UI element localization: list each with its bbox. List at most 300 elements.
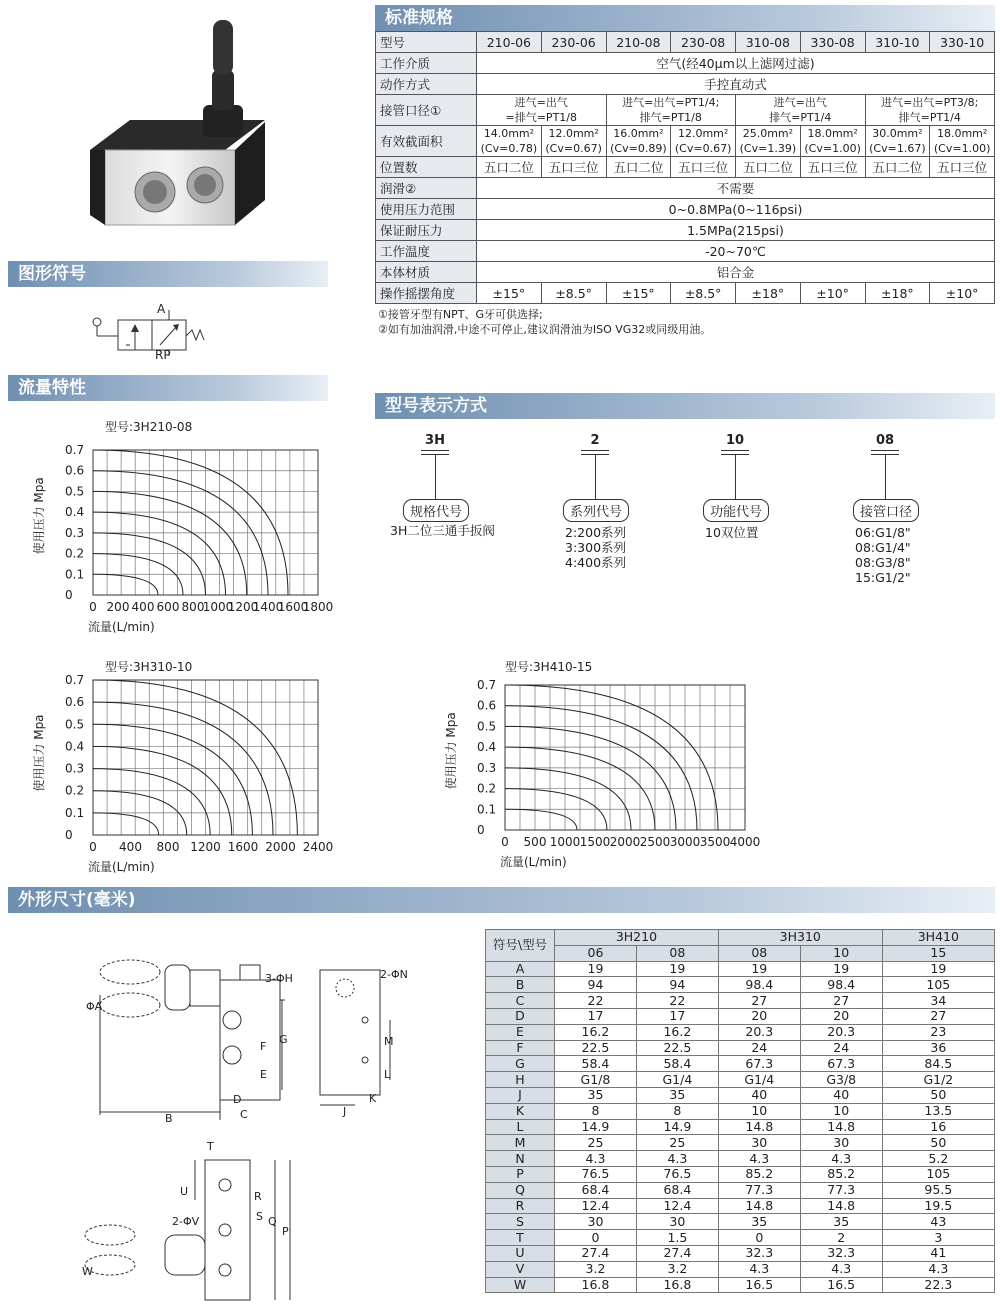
spec-value: 五口三位 — [930, 157, 995, 178]
dim-row — [486, 1135, 995, 1151]
dim-value: 4.3 — [800, 1261, 882, 1277]
chart-title: 型号:3H310-10 — [105, 660, 193, 674]
spec-value: 五口三位 — [671, 157, 736, 178]
flow-curve — [505, 726, 676, 830]
flow-curve — [93, 769, 210, 835]
dim-label-d: D — [233, 1093, 242, 1106]
spec-row — [376, 262, 995, 283]
spec-value: 五口三位 — [800, 157, 865, 178]
y-axis-label: 使用压力 Mpa — [32, 477, 46, 555]
spec-value: 进气=出气 排气=PT1/4 — [736, 95, 866, 126]
spec-row-label: 保证耐压力 — [376, 220, 477, 241]
dim-size: 06 — [555, 945, 637, 961]
flow-curve — [93, 491, 247, 595]
x-tick-label: 2400 — [302, 840, 334, 854]
dim-value: 16.2 — [636, 1024, 718, 1040]
dim-value: 4.3 — [555, 1151, 637, 1167]
dim-value: 50 — [882, 1135, 994, 1151]
x-tick-label: 1200 — [227, 600, 259, 614]
dim-row — [486, 1261, 995, 1277]
dim-value: 67.3 — [718, 1056, 800, 1072]
y-tick-label: 0.7 — [65, 443, 85, 457]
spec-note: ①接管牙型有NPT、G牙可供选择; — [378, 308, 543, 321]
dim-value: 27 — [800, 993, 882, 1009]
dim-value: 68.4 — [636, 1182, 718, 1198]
dim-value: 32.3 — [718, 1245, 800, 1261]
spec-value: 进气=出气=PT1/4; 排气=PT1/8 — [606, 95, 736, 126]
spec-value: ±10° — [800, 283, 865, 304]
spec-value: 12.0mm² (Cv=0.67) — [541, 126, 606, 157]
y-tick-label: 0.4 — [477, 740, 497, 755]
ordering-desc: 2:200系列 3:300系列 4:400系列 — [565, 525, 627, 570]
spec-row-label: 接管口径① — [376, 95, 477, 126]
section-ordering-header: 型号表示方式 — [375, 393, 995, 419]
dim-label-a: ΦA — [86, 1000, 103, 1013]
dim-value: 43 — [882, 1214, 994, 1230]
dim-value: 14.9 — [636, 1119, 718, 1135]
spec-header-row — [376, 32, 995, 53]
dim-row — [486, 1277, 995, 1293]
dim-value: 12.4 — [636, 1198, 718, 1214]
ordering-code: 2 — [590, 433, 600, 448]
dim-value: 16.2 — [555, 1024, 637, 1040]
dim-value: 98.4 — [800, 977, 882, 993]
spec-row — [376, 199, 995, 220]
spec-row — [376, 220, 995, 241]
y-tick-label: 0.4 — [65, 505, 85, 520]
y-tick-label: 0.1 — [477, 802, 497, 817]
dim-label-q: Q — [268, 1215, 277, 1228]
spec-row-label: 本体材质 — [376, 262, 477, 283]
y-tick-label: 0.5 — [65, 717, 85, 732]
dim-value: 105 — [882, 977, 994, 993]
dim-value: 22.5 — [555, 1040, 637, 1056]
dim-value: 22 — [636, 993, 718, 1009]
dim-label-k: K — [369, 1092, 377, 1105]
spec-row-label: 有效截面积 — [376, 126, 477, 157]
spec-table — [375, 31, 995, 304]
dim-value: 35 — [555, 1087, 637, 1103]
dim-symbol: D — [486, 1008, 555, 1024]
dim-size-row — [486, 945, 995, 961]
dim-value: 22 — [555, 993, 637, 1009]
dim-value: 34 — [882, 993, 994, 1009]
dim-row — [486, 1214, 995, 1230]
spec-value: ±10° — [930, 283, 995, 304]
dim-value: 4.3 — [636, 1151, 718, 1167]
spec-row — [376, 95, 995, 126]
y-tick-label: 0.5 — [477, 719, 497, 734]
dim-row — [486, 1166, 995, 1182]
dim-value: 10 — [718, 1103, 800, 1119]
y-tick-label: 0.6 — [65, 463, 85, 478]
x-axis-label: 流量(L/min) — [88, 860, 155, 874]
dim-value: 77.3 — [800, 1182, 882, 1198]
dim-value: 16.5 — [718, 1277, 800, 1293]
x-tick-label: 2500 — [639, 835, 671, 849]
x-tick-label: 800 — [181, 600, 205, 614]
dim-group: 3H310 — [718, 930, 882, 946]
dim-label-b: B — [165, 1112, 173, 1125]
symbol-label-a: A — [157, 302, 166, 316]
spec-row — [376, 178, 995, 199]
spec-value: 18.0mm² (Cv=1.00) — [930, 126, 995, 157]
spec-value: 五口二位 — [477, 157, 542, 178]
spec-value: 五口二位 — [736, 157, 801, 178]
ordering-desc: 3H二位三通手扳阀 — [390, 523, 495, 538]
dim-symbol: P — [486, 1166, 555, 1182]
flow-chart-3h310-10 — [30, 655, 334, 880]
dim-value: 20 — [718, 1008, 800, 1024]
spec-value: 0~0.8MPa(0~116psi) — [477, 199, 995, 220]
dim-row — [486, 1040, 995, 1056]
spec-value: ±18° — [736, 283, 801, 304]
y-tick-label: 0.1 — [65, 805, 85, 820]
x-tick-label: 600 — [156, 600, 180, 614]
dimension-table — [485, 929, 995, 1293]
dim-label-f: F — [260, 1040, 267, 1053]
dim-value: 16.8 — [555, 1277, 637, 1293]
dim-value: 25 — [555, 1135, 637, 1151]
ordering-desc: 10双位置 — [705, 525, 759, 540]
dim-value: 0 — [555, 1230, 637, 1246]
dim-value: 8 — [555, 1103, 637, 1119]
y-tick-label: 0.3 — [65, 761, 85, 776]
ordering-label: 系列代号 — [563, 499, 629, 522]
dim-symbol: F — [486, 1040, 555, 1056]
y-tick-label: 0 — [65, 588, 73, 602]
dim-symbol: C — [486, 993, 555, 1009]
x-tick-label: 2000 — [609, 835, 641, 849]
dim-value: 85.2 — [718, 1166, 800, 1182]
section-dimensions-header: 外形尺寸(毫米) — [8, 887, 995, 913]
dim-row — [486, 1151, 995, 1167]
dim-value: 19 — [555, 961, 637, 977]
spec-value: 空气(经40μm以上滤网过滤) — [477, 53, 995, 74]
dim-value: 14.8 — [800, 1198, 882, 1214]
ordering-code: 10 — [725, 433, 745, 448]
dim-value: 2 — [800, 1230, 882, 1246]
dim-value: 98.4 — [718, 977, 800, 993]
dim-value: 58.4 — [555, 1056, 637, 1072]
dim-value: 40 — [718, 1087, 800, 1103]
dim-label-c: C — [240, 1108, 248, 1121]
spec-value: 不需要 — [477, 178, 995, 199]
dim-value: 30 — [718, 1135, 800, 1151]
dim-value: 76.5 — [636, 1166, 718, 1182]
dim-value: 40 — [800, 1087, 882, 1103]
dim-label-l: L — [384, 1068, 391, 1081]
dim-symbol: V — [486, 1261, 555, 1277]
x-tick-label: 2000 — [265, 840, 296, 854]
dim-value: 32.3 — [800, 1245, 882, 1261]
dim-symbol: U — [486, 1245, 555, 1261]
dim-value: 16 — [882, 1119, 994, 1135]
section-spec-header: 标准规格 — [375, 5, 995, 31]
dim-value: 68.4 — [555, 1182, 637, 1198]
spec-row — [376, 74, 995, 95]
model-330-08: 330-08 — [800, 32, 865, 53]
dim-value: 22.3 — [882, 1277, 994, 1293]
dim-label-v: 2-ΦV — [172, 1215, 200, 1228]
dim-symbol: W — [486, 1277, 555, 1293]
dim-row — [486, 1087, 995, 1103]
dim-value: 67.3 — [800, 1056, 882, 1072]
section-flow-header: 流量特性 — [8, 375, 328, 401]
dim-value: G1/2 — [882, 1072, 994, 1088]
dim-label-s: S — [256, 1210, 263, 1223]
x-tick-label: 1800 — [302, 600, 334, 614]
dim-label-n: 2-ΦN — [380, 968, 408, 981]
dim-value: 4.3 — [718, 1151, 800, 1167]
dim-row — [486, 1119, 995, 1135]
ordering-connector — [595, 454, 596, 499]
ordering-connector — [735, 454, 736, 499]
dim-value: 41 — [882, 1245, 994, 1261]
dim-group: 3H210 — [555, 930, 719, 946]
dim-value: 30 — [636, 1214, 718, 1230]
dim-label-u: U — [180, 1185, 189, 1198]
dim-value: 20.3 — [718, 1024, 800, 1040]
spec-row-label: 润滑② — [376, 178, 477, 199]
dim-value: 36 — [882, 1040, 994, 1056]
dim-label-r: R — [254, 1190, 262, 1203]
x-tick-label: 1000 — [549, 835, 581, 849]
spec-value: ±8.5° — [541, 283, 606, 304]
spec-row — [376, 283, 995, 304]
model-230-06: 230-06 — [541, 32, 606, 53]
flow-curve — [505, 768, 631, 830]
dim-value: 16.5 — [800, 1277, 882, 1293]
dim-row — [486, 1103, 995, 1119]
dim-row — [486, 1182, 995, 1198]
dim-row — [486, 1024, 995, 1040]
y-tick-label: 0.2 — [65, 783, 85, 798]
y-axis-label: 使用压力 Mpa — [32, 714, 46, 792]
dim-group: 3H410 — [882, 930, 994, 946]
dim-symbol: B — [486, 977, 555, 993]
dim-row — [486, 977, 995, 993]
dim-size: 08 — [718, 945, 800, 961]
x-axis-label: 流量(L/min) — [88, 620, 155, 634]
flow-curve — [93, 574, 158, 595]
dim-row — [486, 1008, 995, 1024]
dim-value: 27.4 — [555, 1245, 637, 1261]
dim-label-e: E — [260, 1068, 267, 1081]
dim-value: 77.3 — [718, 1182, 800, 1198]
dim-value: G1/8 — [555, 1072, 637, 1088]
dim-value: 8 — [636, 1103, 718, 1119]
spec-value: ±8.5° — [671, 283, 736, 304]
dim-size: 15 — [882, 945, 994, 961]
spec-value: 进气=出气 =排气=PT1/8 — [477, 95, 607, 126]
dim-value: 20 — [800, 1008, 882, 1024]
x-axis-label: 流量(L/min) — [500, 855, 567, 869]
dim-row — [486, 993, 995, 1009]
x-tick-label: 1200 — [190, 840, 221, 854]
spec-value: 25.0mm² (Cv=1.39) — [736, 126, 801, 157]
dim-size: 10 — [800, 945, 882, 961]
dim-value: 85.2 — [800, 1166, 882, 1182]
ordering-desc: 06:G1/8" 08:G1/4" 08:G3/8" 15:G1/2" — [855, 525, 911, 585]
y-tick-label: 0.2 — [65, 546, 85, 561]
y-tick-label: 0 — [477, 823, 485, 837]
ordering-label: 接管口径 — [853, 499, 919, 522]
x-tick-label: 4000 — [729, 835, 761, 849]
y-tick-label: 0.7 — [65, 673, 85, 687]
dim-symbol: M — [486, 1135, 555, 1151]
y-tick-label: 0 — [65, 828, 73, 842]
spec-value: ±18° — [865, 283, 930, 304]
y-axis-label: 使用压力 Mpa — [444, 712, 458, 790]
dim-symbol: S — [486, 1214, 555, 1230]
y-tick-label: 0.3 — [65, 525, 85, 540]
ordering-code: 08 — [875, 433, 895, 448]
spec-row-label: 工作介质 — [376, 53, 477, 74]
dim-value: G1/4 — [636, 1072, 718, 1088]
model-330-10: 330-10 — [930, 32, 995, 53]
dim-value: 84.5 — [882, 1056, 994, 1072]
ordering-code: 3H — [425, 433, 445, 448]
section-symbol-header: 图形符号 — [8, 261, 328, 287]
spec-value: ±15° — [606, 283, 671, 304]
spec-row-label: 动作方式 — [376, 74, 477, 95]
spec-value: 30.0mm² (Cv=1.67) — [865, 126, 930, 157]
dim-label-m: M — [384, 1035, 394, 1048]
dim-value: 3.2 — [636, 1261, 718, 1277]
dim-value: 24 — [800, 1040, 882, 1056]
spec-value: 14.0mm² (Cv=0.78) — [477, 126, 542, 157]
y-tick-label: 0.6 — [477, 698, 497, 713]
dim-value: 35 — [800, 1214, 882, 1230]
spec-value: ±15° — [477, 283, 542, 304]
dim-value: 13.5 — [882, 1103, 994, 1119]
spec-row — [376, 126, 995, 157]
dim-value: 3.2 — [555, 1261, 637, 1277]
dim-symbol: L — [486, 1119, 555, 1135]
spec-value: 五口二位 — [865, 157, 930, 178]
dim-value: 27.4 — [636, 1245, 718, 1261]
dim-value: 58.4 — [636, 1056, 718, 1072]
spec-note: ②如有加油润滑,中途不可停止,建议润滑油为ISO VG32或同级用油。 — [378, 323, 712, 336]
spec-value: 五口二位 — [606, 157, 671, 178]
dim-label-j: J — [343, 1105, 347, 1118]
dim-value: 25 — [636, 1135, 718, 1151]
model-310-08: 310-08 — [736, 32, 801, 53]
dim-value: 16.8 — [636, 1277, 718, 1293]
spec-value: 12.0mm² (Cv=0.67) — [671, 126, 736, 157]
x-tick-label: 500 — [523, 835, 547, 849]
dim-symbol: N — [486, 1151, 555, 1167]
y-tick-label: 0.5 — [65, 484, 85, 499]
dim-symbol: T — [486, 1230, 555, 1246]
dim-value: 94 — [555, 977, 637, 993]
spec-value: 进气=出气=PT3/8; 排气=PT1/4 — [865, 95, 995, 126]
y-tick-label: 0.1 — [65, 567, 85, 582]
ordering-label: 功能代号 — [703, 499, 769, 522]
dim-value: 14.8 — [718, 1119, 800, 1135]
spec-row — [376, 241, 995, 262]
dim-row — [486, 1072, 995, 1088]
spec-row — [376, 157, 995, 178]
x-tick-label: 3500 — [699, 835, 731, 849]
spec-value: 手控直动式 — [477, 74, 995, 95]
spec-value: 五口三位 — [541, 157, 606, 178]
dim-symbol: H — [486, 1072, 555, 1088]
dim-value: 24 — [718, 1040, 800, 1056]
model-label: 型号 — [376, 32, 477, 53]
dim-label-p: P — [282, 1225, 289, 1238]
dim-symbol: Q — [486, 1182, 555, 1198]
spec-value: -20~70℃ — [477, 241, 995, 262]
dim-size: 08 — [636, 945, 718, 961]
flow-curve — [93, 813, 159, 835]
flow-curve — [93, 724, 252, 835]
x-tick-label: 400 — [119, 840, 142, 854]
dim-value: 27 — [718, 993, 800, 1009]
x-tick-label: 1000 — [202, 600, 234, 614]
valve-symbol — [88, 300, 208, 362]
spec-row-label: 使用压力范围 — [376, 199, 477, 220]
dim-value: 14.9 — [555, 1119, 637, 1135]
x-tick-label: 0 — [89, 600, 97, 614]
dim-header-row — [486, 930, 995, 946]
dim-value: 4.3 — [800, 1151, 882, 1167]
dim-label-h: 3-ΦH — [265, 972, 293, 985]
x-tick-label: 400 — [131, 600, 155, 614]
x-tick-label: 0 — [89, 840, 97, 854]
y-tick-label: 0.7 — [477, 678, 497, 692]
dim-value: G1/4 — [718, 1072, 800, 1088]
product-photo — [85, 10, 335, 230]
dim-row — [486, 1056, 995, 1072]
dim-value: 1.5 — [636, 1230, 718, 1246]
ordering-code-diagram — [375, 425, 995, 595]
y-tick-label: 0.4 — [65, 739, 85, 754]
dim-value: 50 — [882, 1087, 994, 1103]
dim-value: 35 — [636, 1087, 718, 1103]
model-210-06: 210-06 — [477, 32, 542, 53]
y-tick-label: 0.2 — [477, 781, 497, 796]
ordering-connector — [885, 454, 886, 499]
symbol-label-rp: RP — [155, 348, 171, 362]
flow-chart-3h210-08 — [30, 415, 350, 635]
dim-value: 17 — [636, 1008, 718, 1024]
dim-value: 5.2 — [882, 1151, 994, 1167]
flow-chart-3h410-15 — [444, 655, 780, 880]
dim-value: 95.5 — [882, 1182, 994, 1198]
spec-row-label: 工作温度 — [376, 241, 477, 262]
dim-symbol: A — [486, 961, 555, 977]
dim-row — [486, 1230, 995, 1246]
spec-value: 1.5MPa(215psi) — [477, 220, 995, 241]
chart-title: 型号:3H410-15 — [505, 660, 593, 674]
model-230-08: 230-08 — [671, 32, 736, 53]
x-tick-label: 800 — [156, 840, 180, 854]
dim-value: 94 — [636, 977, 718, 993]
dim-symbol: R — [486, 1198, 555, 1214]
dim-label-w: W — [82, 1265, 93, 1278]
dim-value: 14.8 — [718, 1198, 800, 1214]
ordering-connector — [435, 454, 436, 499]
model-210-08: 210-08 — [606, 32, 671, 53]
dim-label-g: G — [279, 1033, 288, 1046]
dim-value: 14.8 — [800, 1119, 882, 1135]
spec-notes — [378, 307, 993, 337]
dim-value: 22.5 — [636, 1040, 718, 1056]
spec-value: 铝合金 — [477, 262, 995, 283]
dim-value: 30 — [555, 1214, 637, 1230]
